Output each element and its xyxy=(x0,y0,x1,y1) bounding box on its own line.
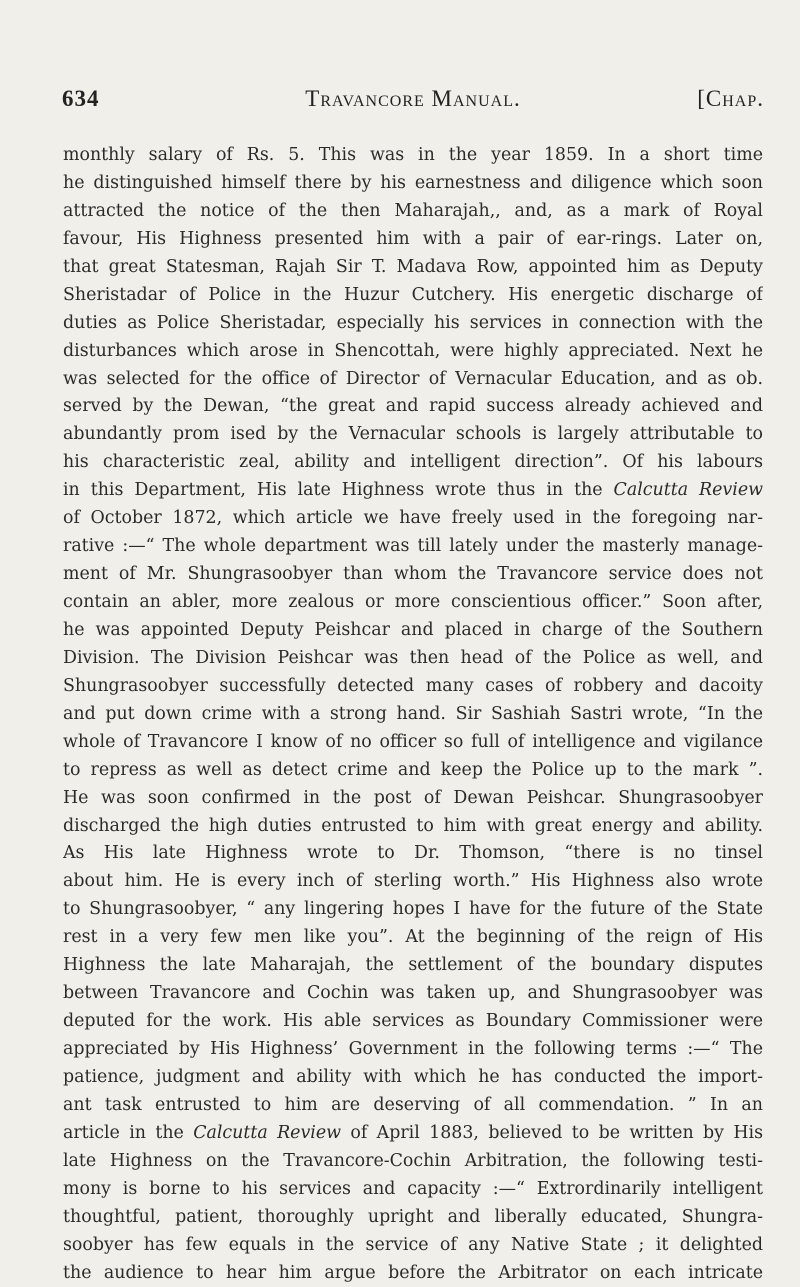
text-line: Sheristadar of Police in the Huzur Cutchery. His energetic discharge of xyxy=(63,282,763,310)
text-line: ant task entrusted to him are deserving of all commendation. ” In an xyxy=(63,1092,763,1120)
text-line: of October 1872, which article we have freely used in the foregoing nar- xyxy=(63,505,763,533)
text-line: abundantly prom ised by the Vernacular schools is largely attributable to xyxy=(63,421,763,449)
page-header xyxy=(62,86,764,120)
text-line: mony is borne to his services and capacity :—“ Extrordinarily intelligent xyxy=(63,1176,763,1204)
running-title: Travancore Manual. xyxy=(62,86,764,112)
text-line: soobyer has few equals in the service of any Native State ; it delighted xyxy=(63,1232,763,1260)
text-line: that great Statesman, Rajah Sir T. Madava Row, appointed him as Deputy xyxy=(63,254,763,282)
text-line: contain an abler, more zealous or more conscientious officer.” Soon after, xyxy=(63,589,763,617)
text-line: the audience to hear him argue before the Arbitrator on each intricate xyxy=(63,1260,763,1287)
text-line: late Highness on the Travancore-Cochin Arbitration, the following testi- xyxy=(63,1148,763,1176)
chapter-label: [Chap. xyxy=(697,86,764,112)
text-line: was selected for the office of Director of Vernacular Education, and as ob. xyxy=(63,366,763,394)
text-line: whole of Travancore I know of no officer so full of intelligence and vigilance xyxy=(63,729,763,757)
text-line: to repress as well as detect crime and keep the Police up to the mark ”. xyxy=(63,757,763,785)
text-line: duties as Police Sheristadar, especially his services in connection with the xyxy=(63,310,763,338)
page-number: 634 xyxy=(62,86,100,112)
text-line: and put down crime with a strong hand. Sir Sashiah Sastri wrote, “In the xyxy=(63,701,763,729)
text-line: article in the Calcutta Review of April 1883, believed to be written by His xyxy=(63,1120,763,1148)
text-line: Division. The Division Peishcar was then head of the Police as well, and xyxy=(63,645,763,673)
text-line: He was soon confirmed in the post of Dewan Peishcar. Shungrasoobyer xyxy=(63,785,763,813)
text-line: rative :—“ The whole department was till lately under the masterly manage- xyxy=(63,533,763,561)
text-line: about him. He is every inch of sterling worth.” His Highness also wrote xyxy=(63,868,763,896)
text-line: monthly salary of Rs. 5. This was in the year 1859. In a short time xyxy=(63,142,763,170)
text-line: deputed for the work. His able services as Boundary Commissioner were xyxy=(63,1008,763,1036)
text-line: he distinguished himself there by his earnestness and diligence which soon xyxy=(63,170,763,198)
text-line: served by the Dewan, “the great and rapid success already achieved and xyxy=(63,393,763,421)
text-line: he was appointed Deputy Peishcar and placed in charge of the Southern xyxy=(63,617,763,645)
text-line: disturbances which arose in Shencottah, were highly appreciated. Next he xyxy=(63,338,763,366)
body-text xyxy=(63,142,763,1287)
text-line: patience, judgment and ability with which he has conducted the import- xyxy=(63,1064,763,1092)
text-line: rest in a very few men like you”. At the beginning of the reign of His xyxy=(63,924,763,952)
text-line: ment of Mr. Shungrasoobyer than whom the Travancore service does not xyxy=(63,561,763,589)
text-line: discharged the high duties entrusted to him with great energy and ability. xyxy=(63,813,763,841)
text-line: to Shungrasoobyer, “ any lingering hopes I have for the future of the State xyxy=(63,896,763,924)
text-line: between Travancore and Cochin was taken up, and Shungrasoobyer was xyxy=(63,980,763,1008)
text-line: Shungrasoobyer successfully detected many cases of robbery and dacoity xyxy=(63,673,763,701)
text-line: his characteristic zeal, ability and intelligent direction”. Of his labours xyxy=(63,449,763,477)
text-line: As His late Highness wrote to Dr. Thomson, “there is no tinsel xyxy=(63,840,763,868)
text-line: in this Department, His late Highness wrote thus in the Calcutta Review xyxy=(63,477,763,505)
text-line: thoughtful, patient, thoroughly upright and liberally educated, Shungra- xyxy=(63,1204,763,1232)
text-line: favour, His Highness presented him with a pair of ear-rings. Later on, xyxy=(63,226,763,254)
text-line: Highness the late Maharajah, the settlement of the boundary disputes xyxy=(63,952,763,980)
text-line: appreciated by His Highness’ Government in the following terms :—“ The xyxy=(63,1036,763,1064)
text-line: attracted the notice of the then Maharajah,, and, as a mark of Royal xyxy=(63,198,763,226)
